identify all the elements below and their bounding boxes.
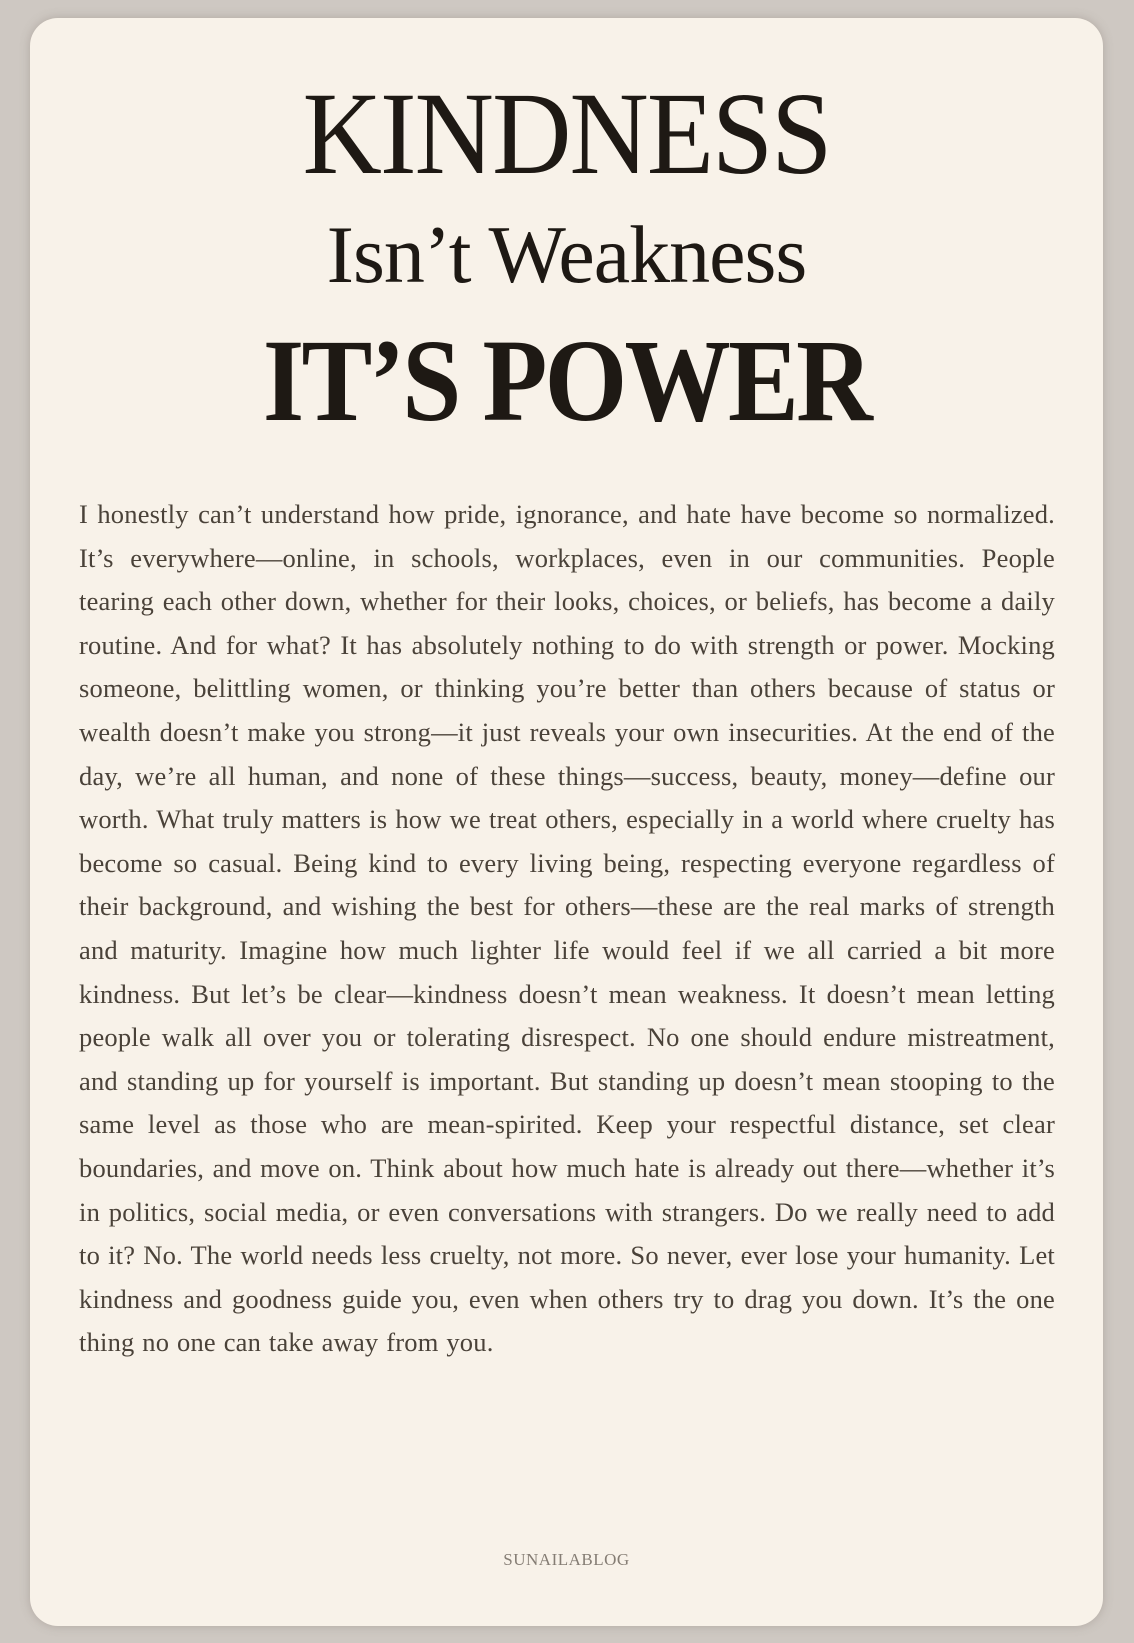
body-paragraph: I honestly can’t understand how pride, ignorance, and hate have become so normalized. It’s everywhere—online, in schools, workplaces, even in our communities. People tearing each other down, whether for their looks, choices, or beliefs, has become a daily routine. And for what? It has absolutely nothing to do with strength or power. Mocking someone, belittling women, or thinking you’re better than others because of status or wealth doesn’t make you strong—it just reveals your own insecurities. At the end of the day, we’re all human, and none of these things—success, beauty, money—define our worth. What truly matters is how we treat others, especially in a world where cruelty has become so casual. Being kind to every living being, respecting everyone regardless of their background, and wishing the best for others—these are the real marks of strength and maturity. Imagine how much lighter life would feel if we all carried a bit more kindness. But let’s be clear—kindness doesn’t mean weakness. It doesn’t mean letting people walk all over you or tolerating disrespect. No one should endure mistreatment, and standing up for yourself is important. But standing up doesn’t mean stooping to the same level as those who are mean-spirited. Keep your respectful distance, set clear boundaries, and move on. Think about how much hate is already out there—whether it’s in politics, social media, or even conversations with strangers. Do we really need to add to it? No. The world needs less cruelty, not more. So never, ever lose your humanity. Let kindness and goodness guide you, even when others try to drag you down. It’s the one thing no one can take away from you. [79, 499, 1055, 1358]
title-kindness: KINDNESS [302, 68, 831, 199]
title-isnt-weakness: Isn’t Weakness [326, 209, 807, 300]
title-its-power: IT’S POWER [262, 315, 871, 446]
footer-brand: SUNAILABLOG [503, 1550, 630, 1569]
quote-card [30, 18, 1103, 1626]
